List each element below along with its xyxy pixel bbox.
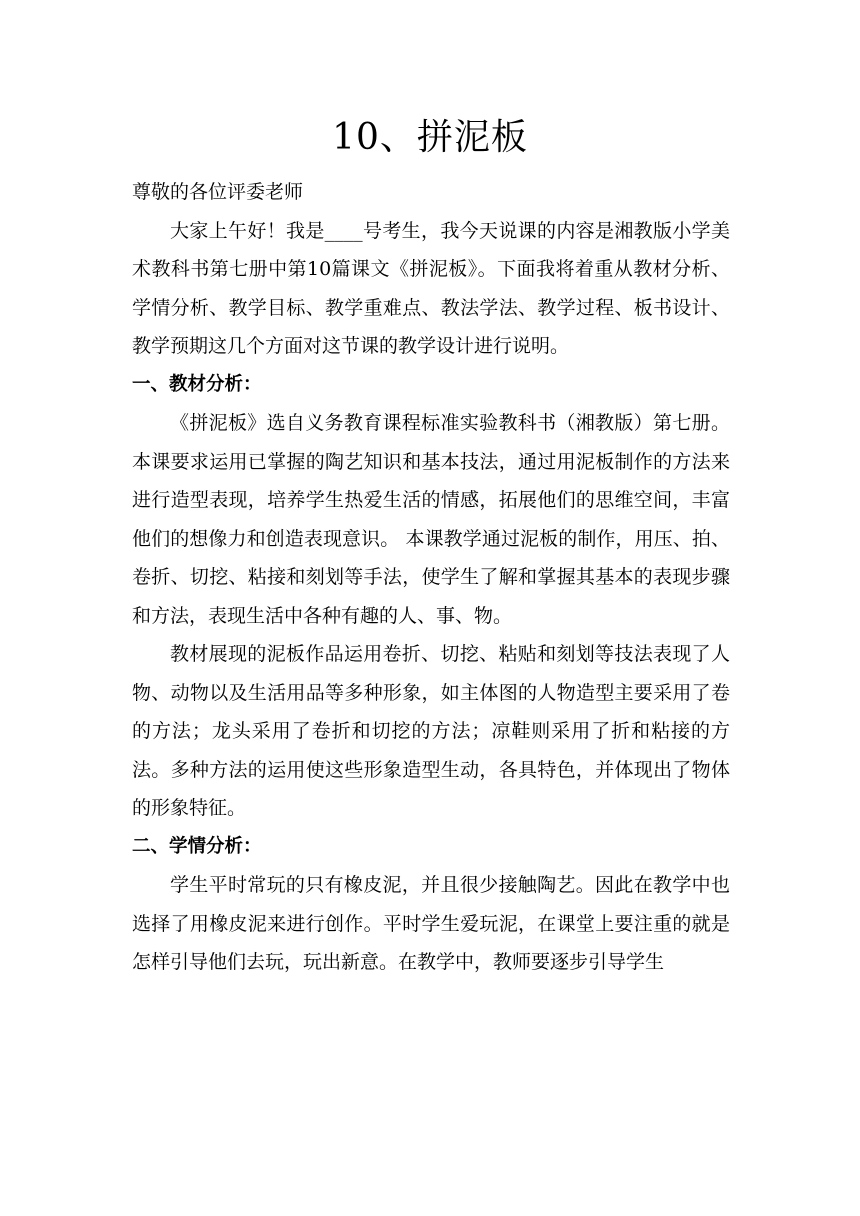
textbook-analysis-paragraph-1: 《拼泥板》选自义务教育课程标准实验教科书（湘教版）第七册。本课要求运用已掌握的陶艺知识和基本技法，通过用泥板制作的方法来进行造型表现，培养学生热爱生活的情感，拓展他们的思维空间，丰富他们的想像力和创造表现意识。 本课教学通过泥板的制作，用压、拍、卷折、切挖、粘接和刻划等手法，使学生了解和掌握其基本的表现步骤和方法，表现生活中各种有趣的人、事、物。 [132,412,730,627]
salutation: 尊敬的各位评委老师 [132,181,304,203]
intro-paragraph: 大家上午好！我是____号考生，我今天说课的内容是湘教版小学美术教科书第七册中第10篇课文《拼泥板》。下面我将着重从教材分析、学情分析、教学目标、教学重难点、教法学法、教学过程、板书设计、教学预期这几个方面对这节课的教学设计进行说明。 [132,219,730,357]
section-heading-student-analysis: 二、学情分析： [132,835,262,857]
document-title: 10、拼泥板 [332,117,528,158]
student-analysis-paragraph-1: 学生平时常玩的只有橡皮泥，并且很少接触陶艺。因此在教学中也选择了用橡皮泥来进行创作。平时学生爱玩泥，在课堂上要注重的就是怎样引导他们去玩，玩出新意。在教学中，教师要逐步引导学生 [132,874,730,973]
section-heading-textbook-analysis: 一、教材分析： [132,373,262,395]
document-body [132,173,730,982]
textbook-analysis-paragraph-2: 教材展现的泥板作品运用卷折、切挖、粘贴和刻划等技法表现了人物、动物以及生活用品等多种形象，如主体图的人物造型主要采用了卷的方法；龙头采用了卷折和切挖的方法；凉鞋则采用了折和粘接的方法。多种方法的运用使这些形象造型生动，各具特色，并体现出了物体的形象特征。 [132,643,730,819]
